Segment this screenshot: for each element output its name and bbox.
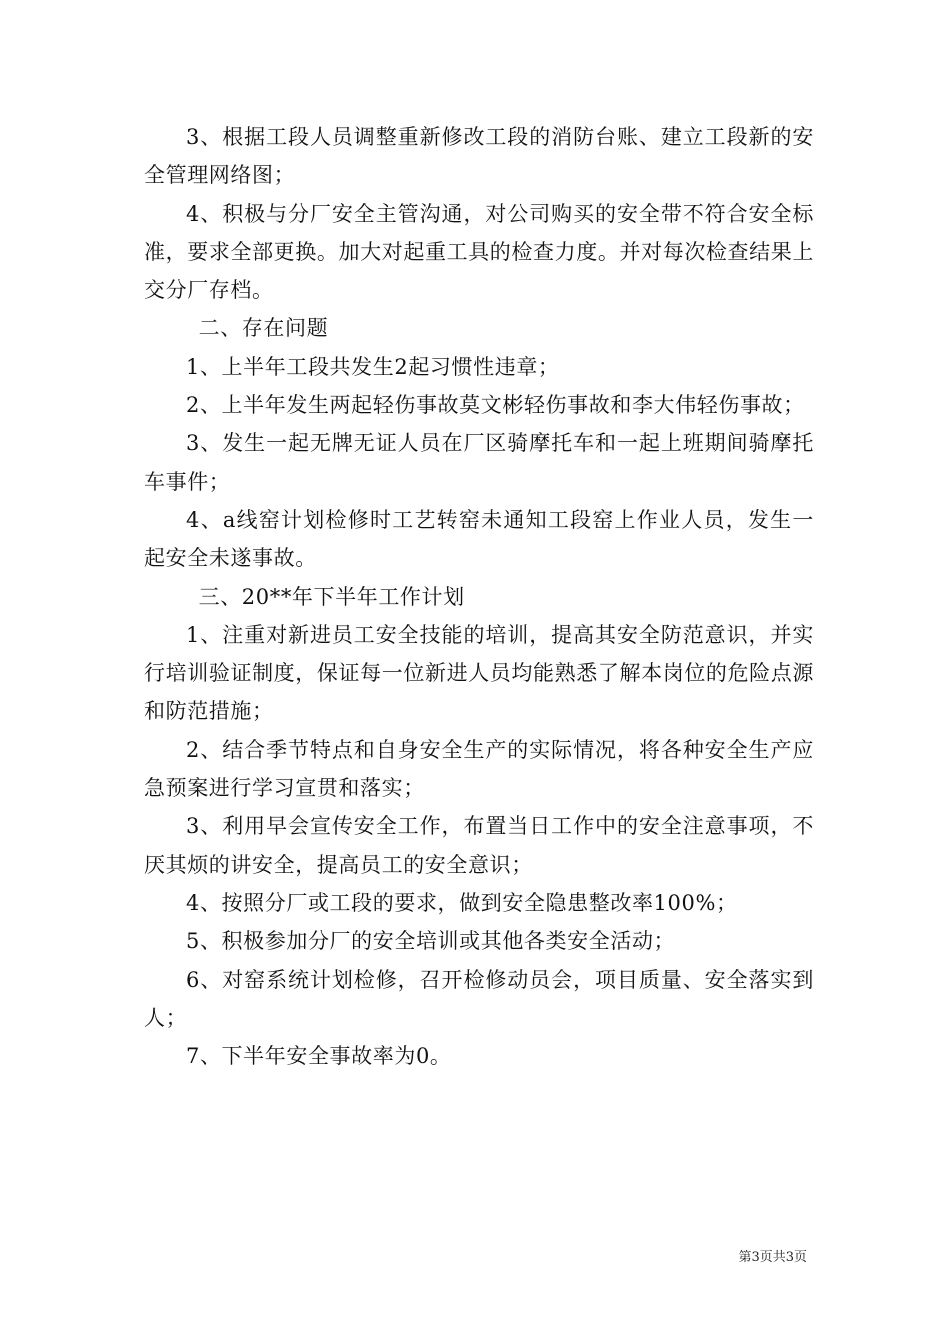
list-item: 3、利用早会宣传安全工作，布置当日工作中的安全注意事项，不厌其烦的讲安全，提高员工的安全意识； <box>144 814 814 877</box>
list-item: 1、注重对新进员工安全技能的培训，提高其安全防范意识，并实行培训验证制度，保证每一位新进人员均能熟悉了解本岗位的危险点源和防范措施； <box>144 622 814 724</box>
page-number: 第3页共3页 <box>738 1250 807 1265</box>
list-item: 2、结合季节特点和自身安全生产的实际情况，将各种安全生产应急预案进行学习宣贯和落实； <box>144 737 814 801</box>
list-item: 1、上半年工段共发生2起习惯性违章； <box>186 354 560 379</box>
section-heading-problems: 二、存在问题 <box>198 316 329 341</box>
list-item: 2、上半年发生两起轻伤事故莫文彬轻伤事故和李大伟轻伤事故； <box>186 393 805 418</box>
list-item: 3、发生一起无牌无证人员在厂区骑摩托车和一起上班期间骑摩托车事件； <box>144 431 814 494</box>
paragraph: 3、根据工段人员调整重新修改工段的消防台账、建立工段新的安全管理网络图； <box>144 125 814 188</box>
list-item: 4、a线窑计划检修时工艺转窑未通知工段窑上作业人员，发生一起安全未遂事故。 <box>144 507 814 571</box>
paragraph: 4、积极与分厂安全主管沟通，对公司购买的安全带不符合安全标准，要求全部更换。加大对起重工具的检查力度。并对每次检查结果上交分厂存档。 <box>144 201 814 303</box>
document-body <box>144 118 814 1075</box>
list-item: 4、按照分厂或工段的要求，做到安全隐患整改率100%； <box>186 890 738 915</box>
list-item: 5、积极参加分厂的安全培训或其他各类安全活动； <box>186 929 676 954</box>
section-heading-plan: 三、20**年下半年工作计划 <box>198 584 465 609</box>
list-item: 7、下半年安全事故率为0。 <box>186 1044 452 1069</box>
list-item: 6、对窑系统计划检修，召开检修动员会，项目质量、安全落实到人； <box>144 967 814 1030</box>
